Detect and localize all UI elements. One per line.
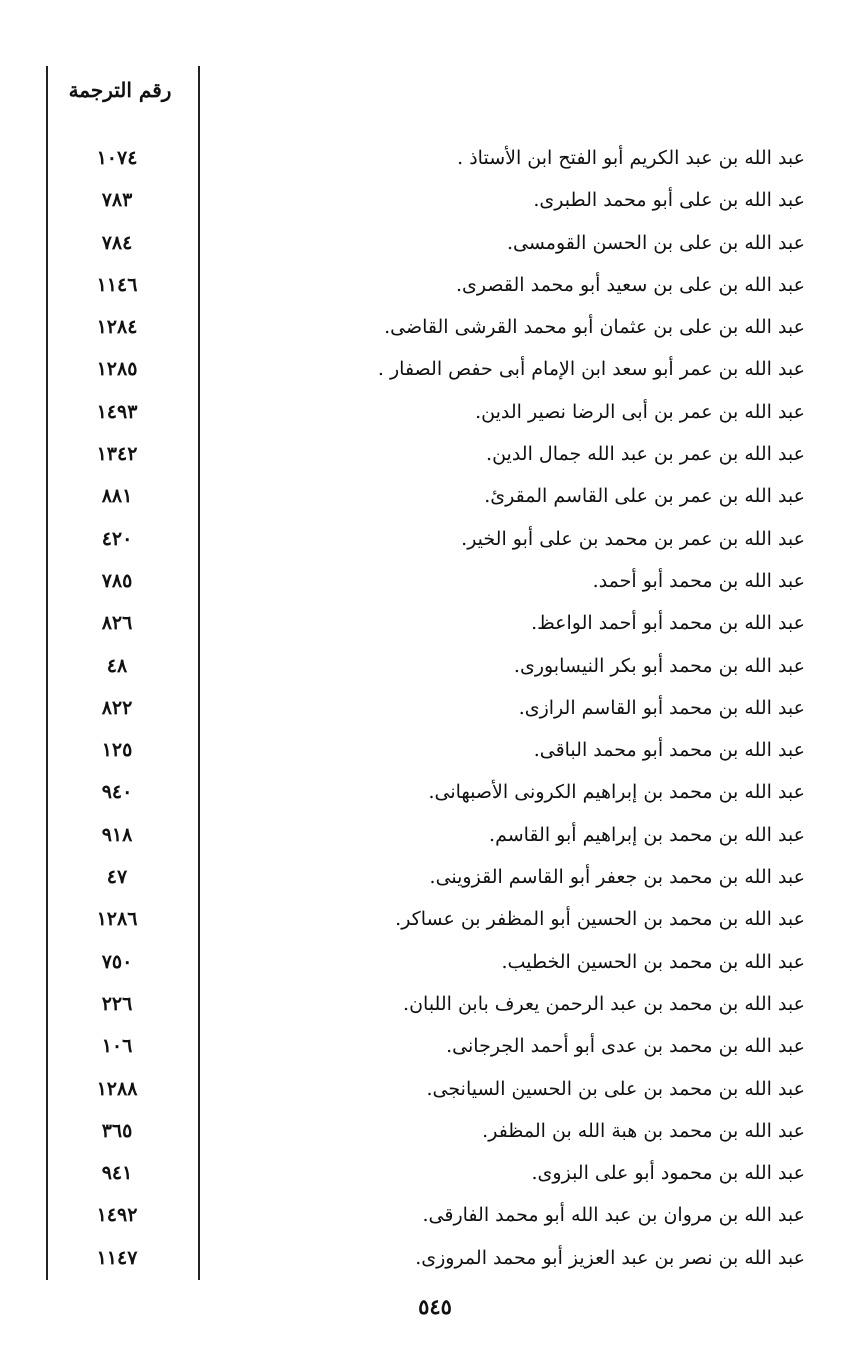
entry-name: عبد الله بن عمر بن على القاسم المقرئ. xyxy=(484,485,805,508)
entry-name: عبد الله بن عمر بن محمد بن على أبو الخير. xyxy=(461,527,805,550)
entry-name: عبد الله بن محمد بن على بن الحسين السيانجى. xyxy=(426,1077,805,1100)
list-item xyxy=(0,983,867,1025)
entry-number: ١١٤٦ xyxy=(96,273,138,296)
entry-number: ٧٨٥ xyxy=(101,569,133,592)
entry-name: عبد الله بن محمد أبو محمد الباقى. xyxy=(533,739,805,762)
entry-name: عبد الله بن محمد بن الحسين أبو المظفر بن عساكر. xyxy=(395,908,805,931)
entry-number: ٩٤٠ xyxy=(101,781,133,804)
list-item xyxy=(0,475,867,517)
entry-name: عبد الله بن محمد بن إبراهيم أبو القاسم. xyxy=(489,823,805,846)
list-item xyxy=(0,222,867,264)
entry-name: عبد الله بن محمد بن إبراهيم الكرونى الأصبهانى. xyxy=(428,781,805,804)
list-item xyxy=(0,433,867,475)
entry-name: عبد الله بن محمد بن هبة الله بن المظفر. xyxy=(482,1119,805,1142)
entry-name: عبد الله بن محمد أبو أحمد. xyxy=(592,569,805,592)
entry-name: عبد الله بن محمد بن عبد الرحمن يعرف بابن اللبان. xyxy=(403,992,805,1015)
entry-number: ٨٢٢ xyxy=(101,696,133,719)
entry-number: ٨٢٦ xyxy=(101,612,133,635)
entry-name: عبد الله بن محمد بن عدى أبو أحمد الجرجانى. xyxy=(446,1035,805,1058)
list-item xyxy=(0,1110,867,1152)
entry-name: عبد الله بن محمد بن الحسين الخطيب. xyxy=(501,950,805,973)
entry-number: ١٠٦ xyxy=(101,1035,133,1058)
list-item xyxy=(0,941,867,983)
entry-number: ٧٨٣ xyxy=(101,189,133,212)
entry-number: ٣٦٥ xyxy=(101,1119,133,1142)
entry-name: عبد الله بن مروان بن عبد الله أبو محمد الفارقى. xyxy=(422,1204,805,1227)
entry-name: عبد الله بن محمد بن جعفر أبو القاسم القزوينى. xyxy=(429,866,805,889)
entry-number: ١٢٨٦ xyxy=(96,908,138,931)
list-item xyxy=(0,306,867,348)
list-item xyxy=(0,1068,867,1110)
entry-number: ١٢٥ xyxy=(101,739,133,762)
entry-number: ٧٨٤ xyxy=(101,231,133,254)
list-item xyxy=(0,1152,867,1194)
entry-number: ٤٨ xyxy=(106,654,128,677)
entry-name: عبد الله بن على أبو محمد الطبرى. xyxy=(533,189,805,212)
entry-number: ١٣٤٢ xyxy=(96,443,138,466)
list-item xyxy=(0,518,867,560)
list-item xyxy=(0,856,867,898)
list-item xyxy=(0,1194,867,1236)
list-item xyxy=(0,391,867,433)
entry-name: عبد الله بن عمر أبو سعد ابن الإمام أبى حفص الصفار . xyxy=(377,358,805,381)
entry-name: عبد الله بن على بن سعيد أبو محمد القصرى. xyxy=(456,273,805,296)
entry-name: عبد الله بن على بن عثمان أبو محمد القرشى القاضى. xyxy=(384,316,805,339)
list-item xyxy=(0,898,867,940)
list-item xyxy=(0,348,867,390)
entry-number: ١٢٨٨ xyxy=(96,1077,138,1100)
entry-name: عبد الله بن على بن الحسن القومسى. xyxy=(506,231,805,254)
entry-number: ٢٢٦ xyxy=(101,992,133,1015)
entry-number: ٩١٨ xyxy=(101,823,133,846)
list-item xyxy=(0,137,867,179)
list-item xyxy=(0,814,867,856)
entry-number: ٩٤١ xyxy=(101,1162,133,1185)
entry-name: عبد الله بن محمد أبو بكر النيسابورى. xyxy=(513,654,805,677)
entry-number: ١٠٧٤ xyxy=(96,147,138,169)
entries-list xyxy=(0,137,867,1279)
entry-number: ١٢٨٥ xyxy=(96,358,138,381)
entry-number: ١٤٩٢ xyxy=(96,1204,138,1227)
entry-name: عبد الله بن محمد أبو أحمد الواعظ. xyxy=(531,612,805,635)
page-number: ٥٤٥ xyxy=(418,1294,452,1319)
entry-name: عبد الله بن عبد الكريم أبو الفتح ابن الأستاذ . xyxy=(457,147,805,169)
list-item xyxy=(0,1237,867,1279)
entry-number: ٤٧ xyxy=(106,866,128,889)
list-item xyxy=(0,687,867,729)
entry-name: عبد الله بن عمر بن عبد الله جمال الدين. xyxy=(486,443,805,466)
entry-number: ١٤٩٣ xyxy=(96,400,138,423)
entry-number: ٨٨١ xyxy=(101,485,133,508)
column-header-entry-number: رقم الترجمة xyxy=(68,78,172,102)
entry-name: عبد الله بن نصر بن عبد العزيز أبو محمد المروزى. xyxy=(415,1246,805,1269)
list-item xyxy=(0,771,867,813)
list-item xyxy=(0,1025,867,1067)
entry-number: ٤٢٠ xyxy=(101,527,133,550)
list-item xyxy=(0,645,867,687)
list-item xyxy=(0,560,867,602)
list-item xyxy=(0,602,867,644)
entry-number: ١٢٨٤ xyxy=(96,316,138,339)
entry-name: عبد الله بن محمود أبو على البزوى. xyxy=(531,1162,805,1185)
list-item xyxy=(0,264,867,306)
list-item xyxy=(0,179,867,221)
entry-number: ٧٥٠ xyxy=(101,950,133,973)
entry-name: عبد الله بن محمد أبو القاسم الرازى. xyxy=(518,696,805,719)
entry-number: ١١٤٧ xyxy=(96,1246,138,1269)
entry-name: عبد الله بن عمر بن أبى الرضا نصير الدين. xyxy=(475,400,805,423)
list-item xyxy=(0,729,867,771)
